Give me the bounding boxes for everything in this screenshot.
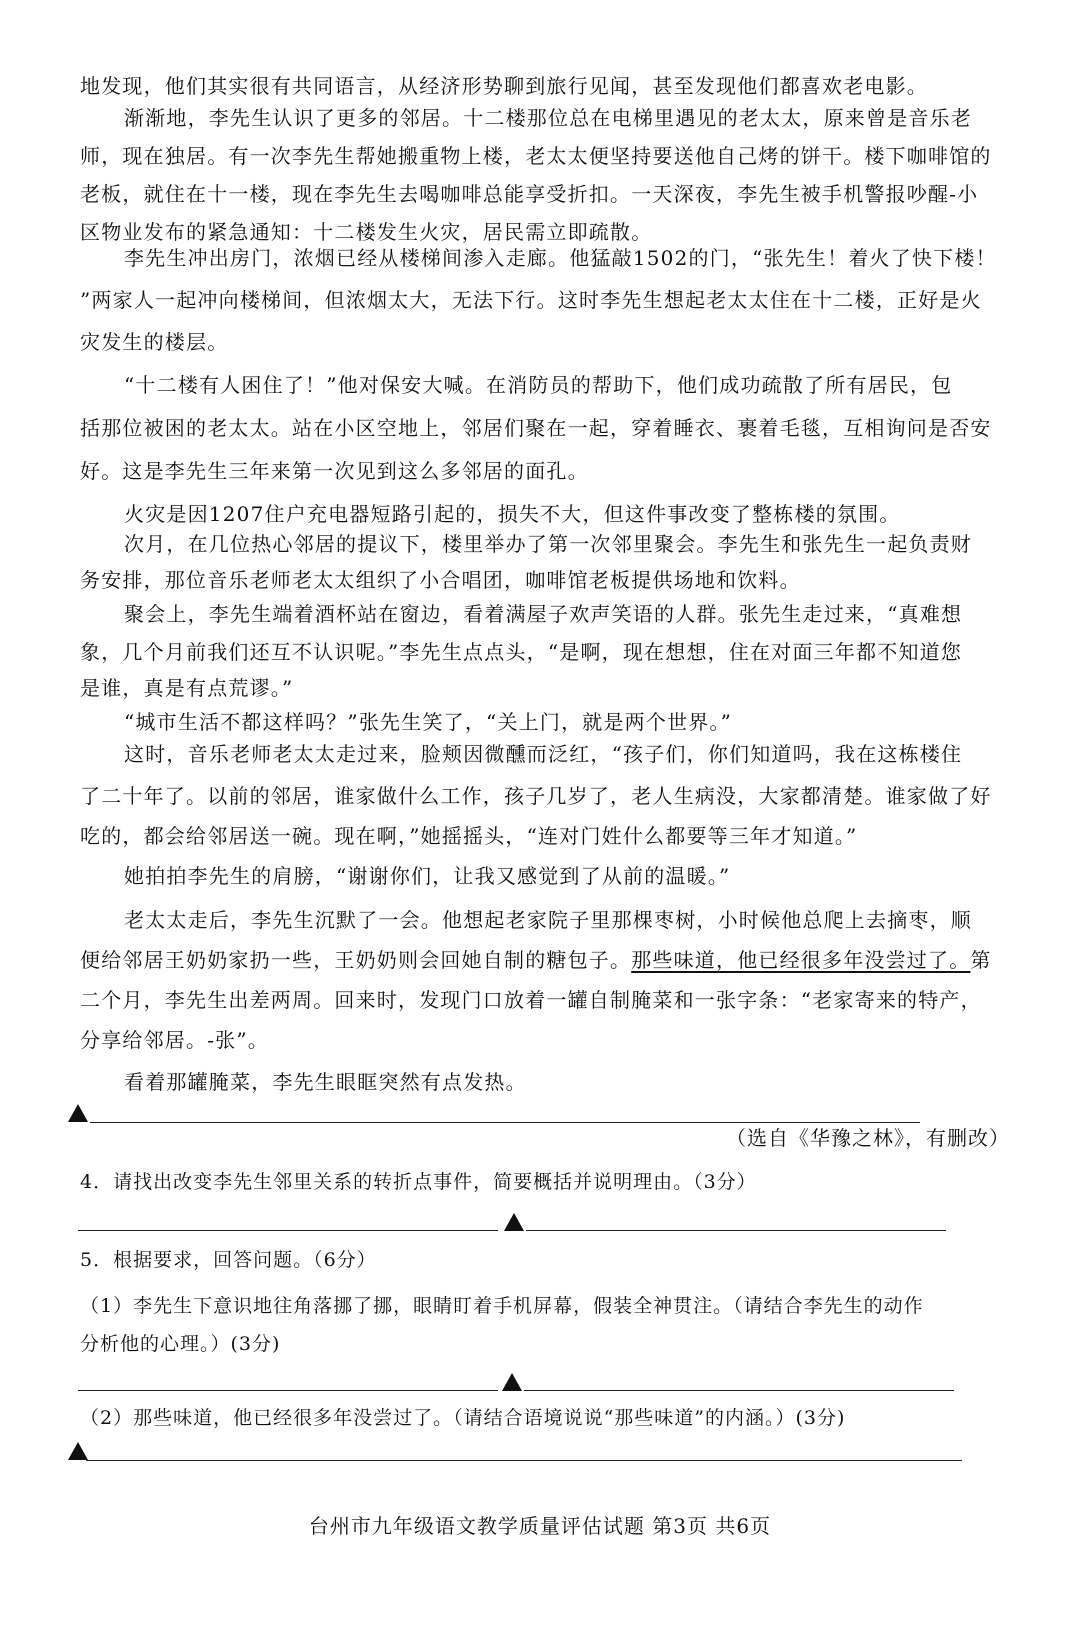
page-footer: 台州市九年级语文教学质量评估试题 第3页 共6页	[308, 1514, 772, 1538]
story-line: ”两家人一起冲向楼梯间，但浓烟太大，无法下行。这时李先生想起老太太住在十二楼，正好是火	[80, 288, 982, 312]
question-5-1-cont: 分析他的心理。）(3分)	[80, 1333, 281, 1355]
triangle-marker-icon	[68, 1442, 88, 1460]
story-line: “城市生活不都这样吗？”张先生笑了，“关上门，就是两个世界。”	[124, 710, 733, 734]
story-line: 渐渐地，李先生认识了更多的邻居。十二楼那位总在电梯里遇见的老太太，原来曾是音乐老	[124, 106, 972, 130]
story-line: 务安排，那位音乐老师老太太组织了小合唱团，咖啡馆老板提供场地和饮料。	[80, 568, 801, 592]
story-line: 是谁，真是有点荒谬。”	[80, 676, 294, 700]
story-line: 象，几个月前我们还互不认识呢。”李先生点点头，“是啊，现在想想，住在对面三年都不知道您	[80, 640, 963, 664]
story-line: 这时，音乐老师老太太走过来，脸颊因微醺而泛红，“孩子们，你们知道吗，我在这栋楼住	[124, 742, 963, 766]
story-text: 便给邻居王奶奶家扔一些，王奶奶则会回她自制的糖包子。	[80, 948, 632, 972]
story-line: 二个月，李先生出差两周。回来时，发现门口放着一罐自制腌菜和一张字条：“老家寄来的特产，	[80, 988, 982, 1012]
story-line: 了二十年了。以前的邻居，谁家做什么工作，孩子几岁了，老人生病没，大家都清楚。谁家做了好	[80, 784, 992, 808]
question-4: 4．请找出改变李先生邻里关系的转折点事件，简要概括并说明理由。（3分）	[80, 1171, 757, 1193]
story-line: 老板，就住在十一楼，现在李先生去喝咖啡总能享受折扣。一天深夜，李先生被手机警报吵醒-小	[80, 182, 979, 206]
story-line: 吃的，都会给邻居送一碗。现在啊，”她摇摇头，“连对门姓什么都要等三年才知道。”	[80, 824, 858, 848]
source-citation: （选自《华豫之林》，有删改）	[726, 1126, 1010, 1150]
story-line: 李先生冲出房门，浓烟已经从楼梯间渗入走廊。他猛敲1502的门，“张先生！着火了快下楼！	[124, 246, 997, 270]
story-text: 第	[970, 948, 992, 972]
story-line: 她拍拍李先生的肩膀，“谢谢你们，让我又感觉到了从前的温暖。”	[124, 864, 731, 888]
triangle-marker-icon	[504, 1213, 524, 1231]
question-5-1: （1）李先生下意识地往角落挪了挪，眼睛盯着手机屏幕，假装全神贯注。（请结合李先生的动作	[80, 1295, 924, 1317]
answer-line-q4-left[interactable]	[78, 1230, 498, 1231]
story-line: 地发现，他们其实很有共同语言，从经济形势聊到旅行见闻，甚至发现他们都喜欢老电影。	[80, 74, 928, 98]
question-5: 5．根据要求，回答问题。（6分）	[80, 1249, 377, 1271]
story-line-with-underline	[80, 946, 1010, 974]
story-line: 师，现在独居。有一次李先生帮她搬重物上楼，老太太便坚持要送他自己烤的饼干。楼下咖啡馆的	[80, 144, 992, 168]
story-line: 次月，在几位热心邻居的提议下，楼里举办了第一次邻里聚会。李先生和张先生一起负责财	[124, 532, 972, 556]
story-line: 看着那罐腌菜，李先生眼眶突然有点发热。	[124, 1070, 527, 1094]
story-line: 好。这是李先生三年来第一次见到这么多邻居的面孔。	[80, 459, 589, 483]
story-line: 老太太走后，李先生沉默了一会。他想起老家院子里那棵枣树，小时候他总爬上去摘枣，顺	[124, 908, 972, 932]
story-line: 聚会上，李先生端着酒杯站在窗边，看着满屋子欢声笑语的人群。张先生走过来，“真难想	[124, 602, 963, 626]
answer-line-q4-right[interactable]	[526, 1230, 946, 1231]
answer-line	[90, 1122, 920, 1123]
story-line: “十二楼有人困住了！”他对保安大喊。在消防员的帮助下，他们成功疏散了所有居民，包	[124, 373, 953, 397]
question-5-2: （2）那些味道，他已经很多年没尝过了。（请结合语境说说“那些味道”的内涵。）(3分)	[80, 1407, 846, 1429]
story-line: 分享给邻居。-张”。	[80, 1028, 269, 1052]
story-line: 括那位被困的老太太。站在小区空地上，邻居们聚在一起，穿着睡衣、裹着毛毯，互相询问是否安	[80, 416, 992, 440]
story-line: 区物业发布的紧急通知：十二楼发生火灾，居民需立即疏散。	[80, 220, 653, 244]
underlined-sentence: 那些味道，他已经很多年没尝过了。	[631, 948, 971, 972]
triangle-marker-icon	[68, 1104, 88, 1122]
answer-line-q5-2[interactable]	[86, 1460, 962, 1461]
answer-line-q5-1-right[interactable]	[524, 1390, 954, 1391]
story-line: 火灾是因1207住户充电器短路引起的，损失不大，但这件事改变了整栋楼的氛围。	[124, 502, 901, 526]
triangle-marker-icon	[502, 1373, 522, 1391]
story-line: 灾发生的楼层。	[80, 330, 229, 354]
answer-line-q5-1-left[interactable]	[78, 1390, 498, 1391]
